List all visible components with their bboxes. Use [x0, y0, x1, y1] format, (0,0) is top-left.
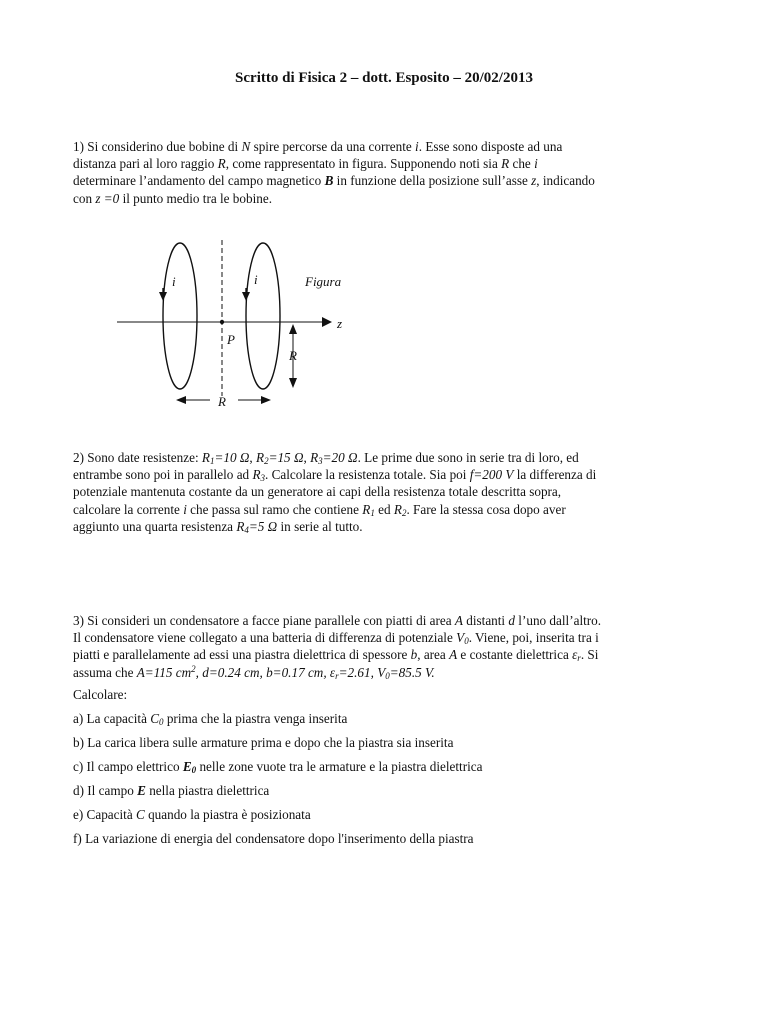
calcolare-label: Calcolare:: [73, 687, 128, 702]
r1-ref: [362, 502, 375, 517]
item-d: [73, 782, 713, 806]
text: prima che la piastra venga inserita: [163, 711, 348, 726]
sub: 2: [401, 507, 407, 518]
var: V: [456, 630, 465, 646]
current-arrowhead-left: [159, 292, 167, 301]
sub: 0: [191, 765, 197, 775]
point-p-label: P: [227, 332, 235, 347]
sub: 0: [385, 670, 390, 681]
question-3-items: [73, 686, 713, 854]
value: =2.61, V: [338, 664, 386, 680]
r3: [310, 450, 357, 465]
var-i: i: [534, 156, 538, 172]
var-i: i: [183, 501, 187, 517]
var-c: C: [135, 807, 145, 822]
sub: 0: [464, 636, 469, 647]
text: , area: [417, 647, 450, 663]
item-f: f) La variazione di energia del condensatore dopo l'inserimento della piastra: [73, 831, 474, 846]
page-title: [0, 70, 768, 87]
text: nelle zone vuote tra le armature e la piastra dielettrica: [196, 759, 483, 774]
value: A=115 cm: [136, 664, 192, 680]
var-c0: [150, 711, 163, 726]
text: . Fare la stessa cosa dopo aver: [406, 501, 566, 517]
text: ,: [303, 450, 311, 465]
radius-arrowhead-down: [289, 378, 297, 388]
var: R: [310, 450, 319, 465]
text: assuma che: [73, 664, 137, 680]
text: 1) Si considerino due bobine di: [73, 139, 242, 154]
text: 3) Si consideri un condensatore a facce piane parallele con piatti di area: [73, 613, 455, 628]
r4: [236, 519, 277, 534]
right-coil: [246, 243, 280, 389]
var-i: i: [415, 139, 419, 154]
text: ed: [374, 501, 394, 517]
var-n: N: [241, 139, 251, 154]
var: R: [256, 450, 265, 465]
var-a: A: [449, 647, 458, 663]
var-b: B: [324, 173, 334, 189]
sup: 2: [191, 663, 196, 674]
text: la differenza di: [513, 467, 597, 483]
text: in serie al tutto.: [277, 518, 363, 534]
question-2: [73, 449, 713, 535]
current-label-right: i: [254, 272, 258, 287]
text: a) La capacità: [73, 711, 151, 726]
text: aggiunto una quarta resistenza: [73, 518, 237, 534]
sub: 3: [260, 473, 266, 484]
value: =85.5 V.: [389, 664, 435, 680]
text: . Calcolare la resistenza totale. Sia poi: [265, 467, 470, 483]
z-axis-arrowhead: [322, 317, 332, 327]
title-prefix: Scritto di: [235, 70, 299, 86]
item-c: [73, 758, 713, 782]
text: ,: [249, 450, 256, 465]
text: in funzione della posizione sull’asse: [333, 173, 532, 189]
distance-arrowhead-right: [261, 396, 271, 404]
text: d) Il campo: [73, 783, 138, 798]
coils-figure: [110, 236, 370, 416]
value: =15 Ω: [268, 450, 304, 465]
var-v0: [456, 630, 469, 645]
text: distanti: [462, 613, 509, 628]
point-p: [220, 320, 224, 324]
distance-arrowhead-left: [176, 396, 186, 404]
var: R: [362, 501, 371, 517]
left-coil: [163, 243, 197, 389]
title-suffix: – dott. Esposito – 20/02/2013: [347, 70, 533, 86]
text: potenziale mantenuta costante da un generatore ai capi della resistenza totale descritta sopra,: [73, 484, 562, 500]
text: . Le prime due sono in serie tra di loro, ed: [357, 450, 579, 465]
text: . Si: [580, 647, 599, 663]
var-e0: [183, 759, 196, 774]
sub: 0: [159, 717, 164, 727]
var-b: b: [410, 647, 418, 663]
distance-label: R: [218, 394, 226, 409]
var-r: R: [217, 156, 226, 172]
r1: [202, 450, 249, 465]
var-d: d: [508, 613, 515, 628]
value: =20 Ω: [322, 450, 358, 465]
current-label-left: i: [172, 274, 176, 289]
value: =5 Ω: [248, 518, 278, 534]
item-a: [73, 710, 713, 734]
text: determinare l’andamento del campo magnetico: [73, 173, 325, 189]
var: R: [252, 467, 261, 483]
item-b: b) La carica libera sulle armature prima e dopo che la piastra sia inserita: [73, 735, 454, 750]
text: Il condensatore viene collegato a una batteria di differenza di potenziale: [73, 630, 457, 646]
var-a: A: [454, 613, 463, 628]
r3-ref: [252, 467, 265, 482]
var: R: [201, 450, 210, 465]
item-e: [73, 806, 713, 830]
text: , indicando: [536, 173, 595, 189]
given-values: [137, 665, 435, 680]
var-z0: z =0: [95, 190, 120, 206]
text: calcolare la corrente: [73, 501, 184, 517]
text: il punto medio tra le bobine.: [119, 190, 272, 206]
text: . Esse sono disposte ad una: [418, 139, 563, 154]
text: , come rappresentato in figura. Supponendo noti sia: [225, 156, 502, 172]
sub: 3: [318, 456, 323, 466]
figure-caption: Figura: [305, 274, 342, 289]
current-arrowhead-right: [242, 292, 250, 301]
var: E: [182, 759, 192, 774]
text: piatti e parallelamente ad essi una piastra dielettrica di spessore: [73, 647, 411, 663]
question-1: [73, 138, 713, 207]
r2: [256, 450, 303, 465]
text: che: [509, 156, 535, 172]
var: C: [150, 711, 160, 726]
text: entrambe sono poi in parallelo ad: [73, 467, 253, 483]
var: ε: [572, 647, 578, 663]
sub: r: [577, 653, 581, 664]
radius-label: R: [289, 348, 297, 363]
var: R: [236, 518, 245, 534]
var-f: f=200 V: [469, 467, 514, 483]
text: che passa sul ramo che contiene: [186, 501, 363, 517]
value: , d=0.24 cm, b=0.17 cm, ε: [195, 664, 336, 680]
text: c) Il campo elettrico: [73, 759, 183, 774]
text: spire percorse da una corrente: [250, 139, 416, 154]
r2-ref: [394, 502, 407, 517]
text: e costante dielettrica: [457, 647, 573, 663]
value: =10 Ω: [214, 450, 250, 465]
text: nella piastra dielettrica: [145, 783, 270, 798]
text: distanza pari al loro raggio: [73, 156, 218, 172]
text: con: [73, 190, 96, 206]
radius-arrowhead-up: [289, 324, 297, 334]
text: l’uno dall’altro.: [515, 613, 602, 628]
title-subject: Fisica 2: [298, 70, 348, 86]
text: e) Capacità: [73, 807, 136, 822]
sub: 1: [370, 507, 375, 518]
question-3: [73, 612, 713, 681]
sub: 2: [264, 456, 269, 466]
var-epsilon-r: [572, 647, 581, 662]
text: . Viene, poi, inserita tra i: [468, 630, 599, 646]
sub: 4: [244, 524, 249, 535]
z-axis-label: z: [337, 316, 343, 331]
text: 2) Sono date resistenze:: [73, 450, 202, 465]
text: quando la piastra è posizionata: [144, 807, 311, 822]
var-r: R: [501, 156, 510, 172]
sub: 1: [209, 456, 215, 466]
var-z: z: [531, 173, 537, 189]
sub: r: [335, 670, 339, 681]
var: R: [393, 501, 402, 517]
var-e: E: [137, 783, 146, 798]
